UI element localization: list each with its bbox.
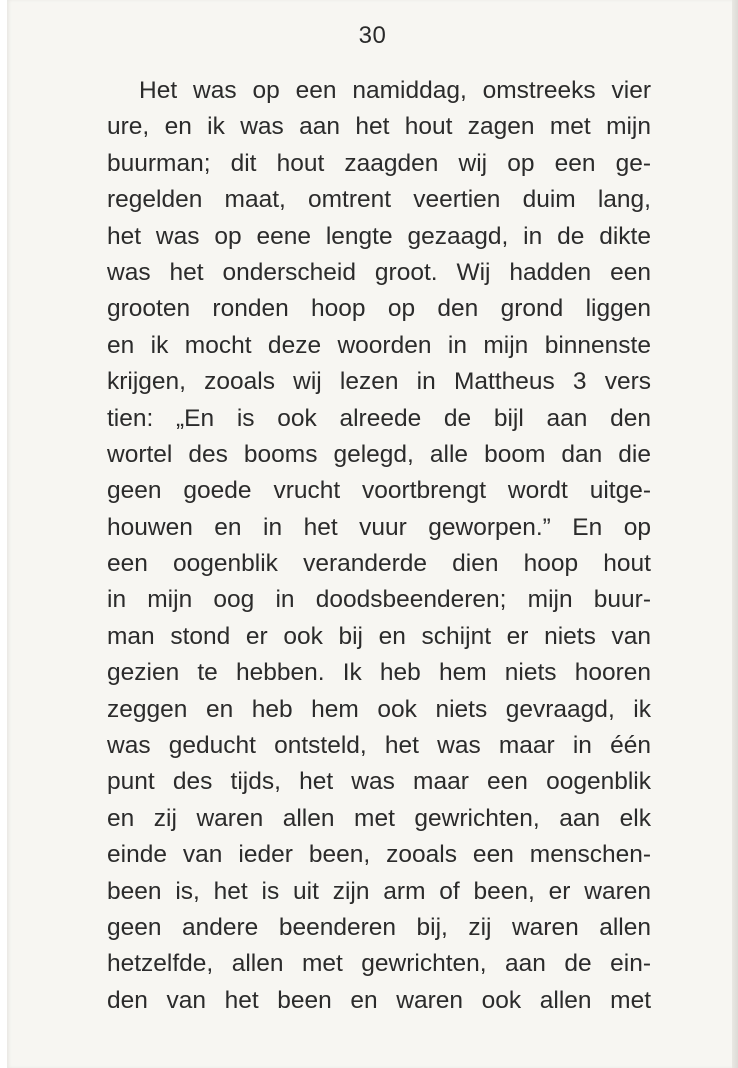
page-number: 30: [358, 22, 387, 49]
text-line: was geducht ontsteld, het was maar in één: [107, 732, 651, 760]
text-line: einde van ieder been, zooals een menschen-: [107, 841, 651, 869]
text-line: punt des tijds, het was maar een oogenblik: [107, 768, 651, 796]
text-line: in mijn oog in doodsbeenderen; mijn buur-: [107, 586, 651, 614]
text-line: was het onderscheid groot. Wij hadden een: [107, 258, 651, 286]
text-line: en zij waren allen met gewrichten, aan elk: [107, 804, 651, 832]
body-text: [107, 73, 651, 1019]
text-line: geen goede vrucht voortbrengt wordt uitge-: [107, 477, 651, 505]
text-line: den van het been en waren ook allen met: [107, 986, 651, 1014]
text-line: krijgen, zooals wij lezen in Mattheus 3 vers: [107, 368, 651, 396]
text-line: wortel des booms gelegd, alle boom dan die: [107, 440, 651, 468]
text-line: regelden maat, omtrent veertien duim lang,: [107, 186, 651, 214]
text-line: en ik mocht deze woorden in mijn binnenste: [107, 331, 651, 359]
text-line: grooten ronden hoop op den grond liggen: [107, 295, 651, 323]
text-line: buurman; dit hout zaagden wij op een ge-: [107, 149, 651, 177]
text-line: been is, het is uit zijn arm of been, er waren: [107, 877, 651, 905]
text-line: ure, en ik was aan het hout zagen met mijn: [107, 113, 651, 141]
book-page: [7, 0, 738, 1068]
text-line: zeggen en heb hem ook niets gevraagd, ik: [107, 695, 651, 723]
text-line: man stond er ook bij en schijnt er niets van: [107, 622, 651, 650]
text-line: geen andere beenderen bij, zij waren allen: [107, 913, 651, 941]
text-line: het was op eene lengte gezaagd, in de dikte: [107, 222, 651, 250]
text-line: tien: „En is ook alreede de bijl aan den: [107, 404, 651, 432]
page-edge: [732, 0, 738, 1068]
text-line: hetzelfde, allen met gewrichten, aan de ein-: [107, 950, 651, 978]
text-line: houwen en in het vuur geworpen.” En op: [107, 513, 651, 541]
text-line: gezien te hebben. Ik heb hem niets hooren: [107, 659, 651, 687]
text-line: Het was op een namiddag, omstreeks vier: [139, 77, 651, 104]
text-line: een oogenblik veranderde dien hoop hout: [107, 550, 651, 578]
